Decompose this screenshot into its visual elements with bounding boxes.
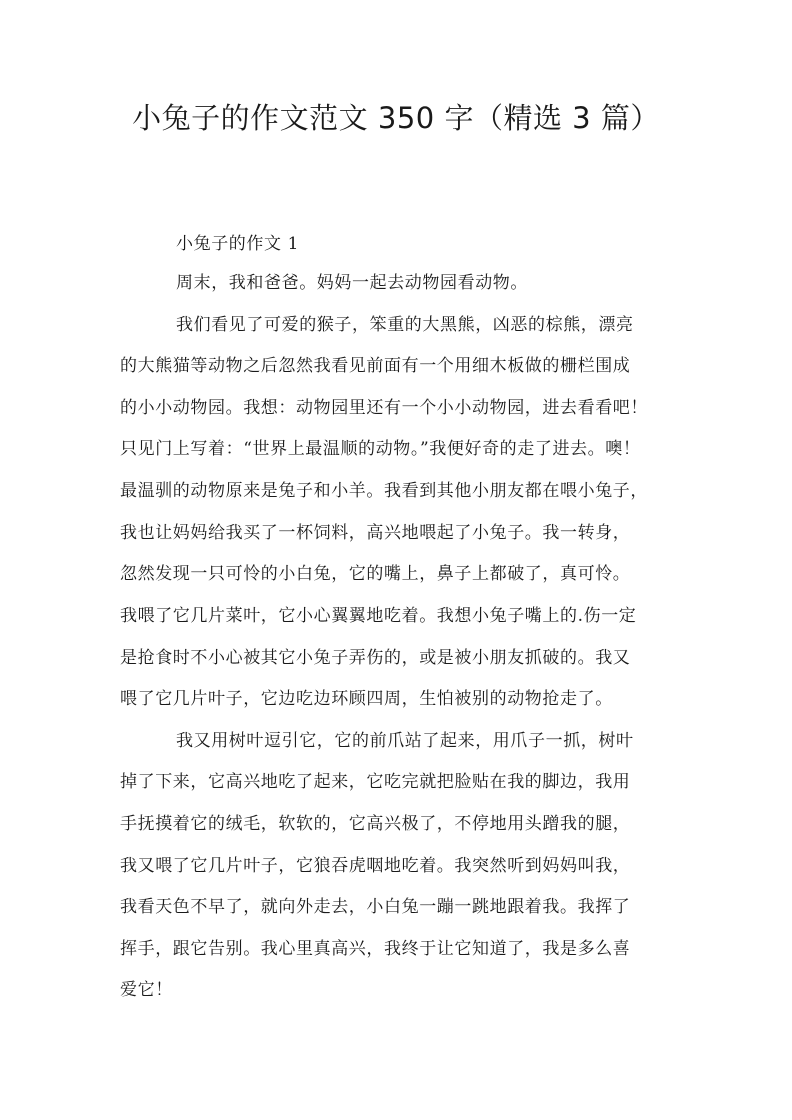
paragraph-line: 忽然发现一只可怜的小白兔，它的嘴上，鼻子上都破了，真可怜。 (120, 564, 631, 584)
paragraph-line: 的小小动物园。我想：动物园里还有一个小小动物园，进去看看吧！ (120, 398, 648, 418)
paragraph-line: 挥手，跟它告别。我心里真高兴，我终于让它知道了，我是多么喜 (120, 939, 631, 959)
paragraph-line: 是抢食时不小心被其它小兔子弄伤的，或是被小朋友抓破的。我又 (120, 648, 631, 668)
document-title: 小兔子的作文范文 350 字（精选 3 篇） (132, 101, 660, 135)
paragraph-line: 我喂了它几片菜叶，它小心翼翼地吃着。我想小兔子嘴上的.伤一定 (120, 606, 637, 626)
paragraph-line: 掉了下来，它高兴地吃了起来，它吃完就把脸贴在我的脚边，我用 (120, 772, 631, 792)
paragraph-line: 我们看见了可爱的猴子，笨重的大黑熊，凶恶的棕熊，漂亮 (176, 315, 634, 335)
paragraph-line: 最温驯的动物原来是兔子和小羊。我看到其他小朋友都在喂小兔子， (120, 481, 648, 501)
paragraph-line: 的大熊猫等动物之后忽然我看见前面有一个用细木板做的栅栏围成 (120, 356, 631, 376)
paragraph-line: 只见门上写着：“世界上最温顺的动物。”我便好奇的走了进去。噢！ (120, 439, 641, 459)
paragraph-line: 我看天色不早了，就向外走去，小白兔一蹦一跳地跟着我。我挥了 (120, 897, 631, 917)
paragraph-line: 爱它！ (120, 980, 173, 1000)
section-heading: 小兔子的作文 1 (176, 234, 300, 254)
paragraph-line: 周末，我和爸爸。妈妈一起去动物园看动物。 (176, 273, 528, 293)
paragraph-line: 我又喂了它几片叶子，它狼吞虎咽地吃着。我突然听到妈妈叫我， (120, 856, 631, 876)
paragraph-line: 手抚摸着它的绒毛，软软的，它高兴极了，不停地用头蹭我的腿， (120, 814, 631, 834)
paragraph-line: 喂了它几片叶子，它边吃边环顾四周，生怕被别的动物抢走了。 (120, 689, 613, 709)
paragraph-line: 我又用树叶逗引它，它的前爪站了起来，用爪子一抓，树叶 (176, 731, 634, 751)
paragraph-line: 我也让妈妈给我买了一杯饲料，高兴地喂起了小兔子。我一转身， (120, 523, 631, 543)
